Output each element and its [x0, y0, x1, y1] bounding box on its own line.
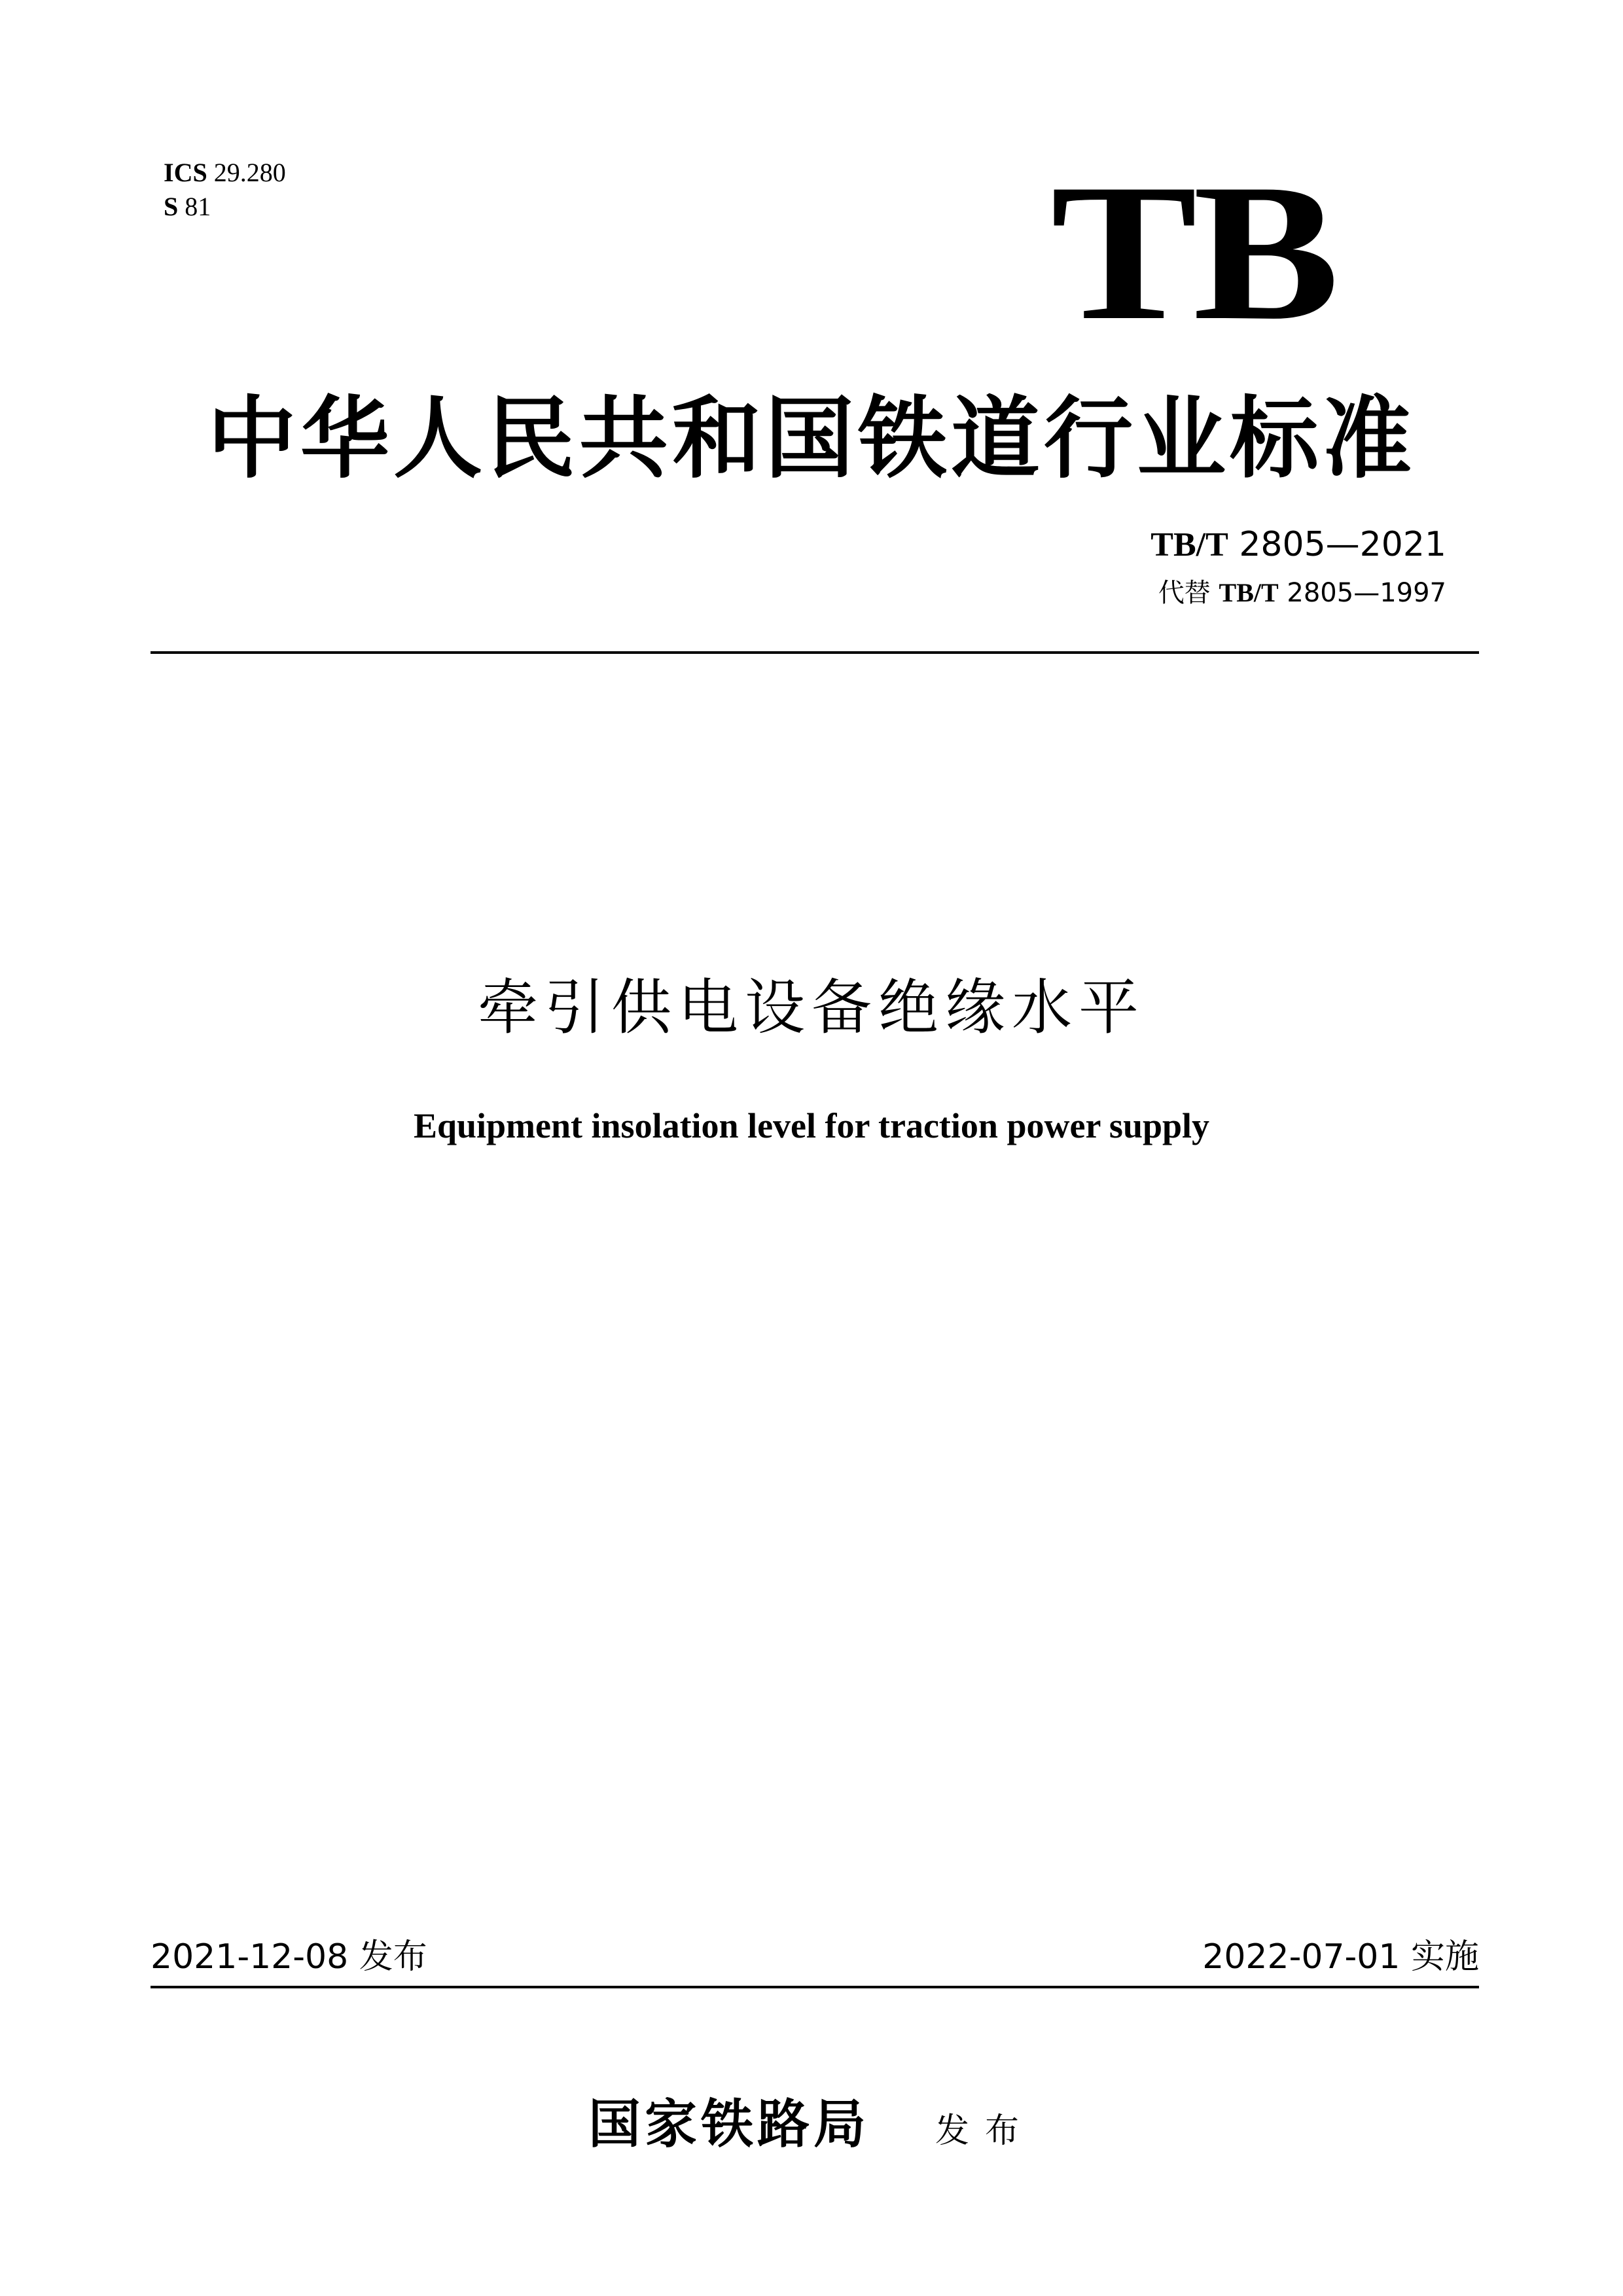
issuer-action: 发布 — [935, 2111, 1035, 2151]
category-code — [164, 190, 286, 224]
ics-number: 29.280 — [207, 158, 286, 187]
tb-logo: TB — [1050, 143, 1335, 361]
replaces-value: 2805—1997 — [1278, 578, 1446, 608]
bottom-divider — [151, 1986, 1479, 1988]
ics-code — [164, 156, 286, 190]
issuer — [0, 2088, 1623, 2167]
ics-prefix: ICS — [164, 158, 207, 187]
english-title: Equipment insolation level for traction power supply — [413, 1106, 1210, 1145]
category-prefix: S — [164, 192, 179, 221]
category-number: 81 — [178, 192, 211, 221]
replaces-standard — [1158, 576, 1446, 610]
effective-date-value: 2022-07-01 — [1202, 1937, 1400, 1977]
organization-title: 中华人民共和国铁道行业标准 — [207, 386, 1416, 491]
top-divider — [151, 651, 1479, 654]
replaces-label: 代替 — [1158, 578, 1219, 608]
replaces-prefix: TB/T — [1219, 578, 1279, 607]
publish-date-label: 发布 — [348, 1937, 427, 1977]
standard-number-prefix: TB/T — [1150, 526, 1228, 564]
issuer-name: 国家铁路局 — [588, 2093, 870, 2155]
classification-codes — [164, 156, 286, 224]
chinese-title: 牵引供电设备绝缘水平 — [477, 973, 1145, 1043]
standard-number — [1150, 524, 1446, 566]
publish-date-value: 2021-12-08 — [151, 1937, 349, 1977]
standard-number-value: 2805—2021 — [1228, 525, 1446, 564]
publish-date — [151, 1934, 427, 1980]
effective-date — [1202, 1934, 1479, 1980]
effective-date-label: 实施 — [1400, 1937, 1479, 1977]
